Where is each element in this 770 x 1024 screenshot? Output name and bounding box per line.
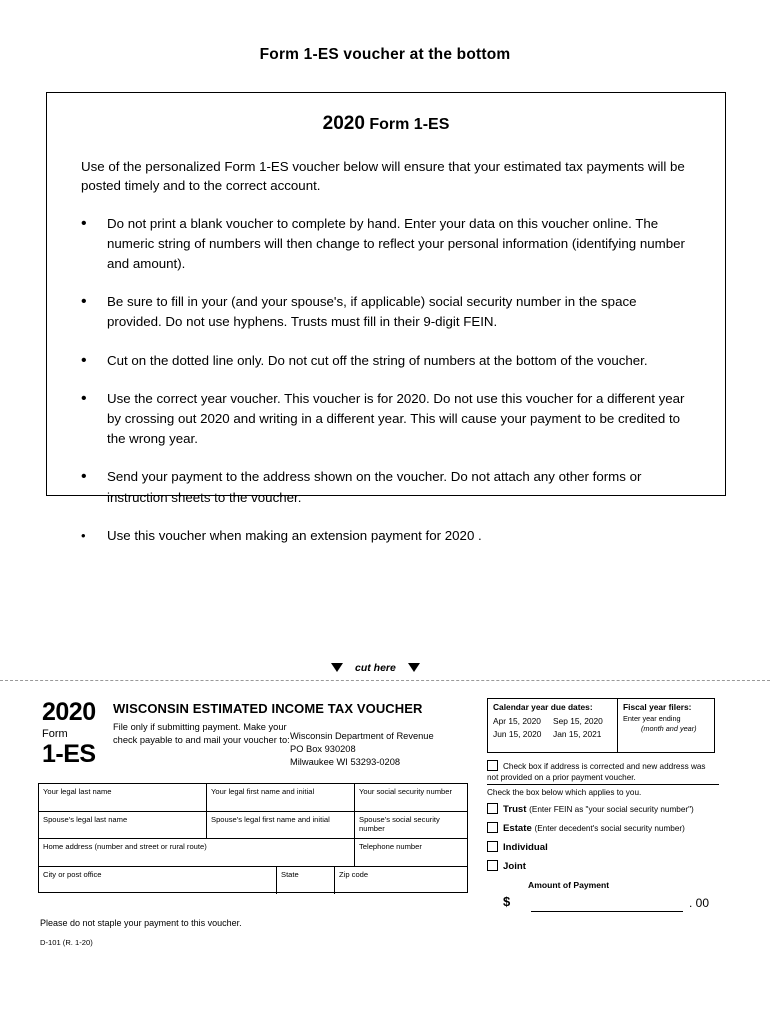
address-corrected-label: Check box if address is corrected and new address was not provided on a prior payment voucher. bbox=[487, 762, 706, 783]
voucher-title: WISCONSIN ESTIMATED INCOME TAX VOUCHER bbox=[113, 701, 423, 716]
list-item bbox=[81, 292, 691, 332]
option-estate-label: Estate bbox=[503, 823, 532, 834]
due-date-q4: Jan 15, 2021 bbox=[553, 728, 602, 739]
cut-here-row bbox=[0, 662, 770, 680]
list-item bbox=[81, 467, 691, 507]
field-zip[interactable]: Zip code bbox=[339, 869, 369, 879]
calendar-due-dates-list bbox=[493, 715, 617, 740]
divider bbox=[487, 784, 719, 785]
voucher-form-number: 1-ES bbox=[42, 740, 96, 768]
voucher-file-note: File only if submitting payment. Make your check payable to and mail your voucher to: bbox=[113, 722, 290, 745]
cut-here-label: cut here bbox=[355, 662, 396, 674]
instructions-heading-form: Form 1-ES bbox=[369, 116, 450, 133]
fiscal-year-title: Fiscal year filers: bbox=[623, 702, 692, 712]
field-last-name[interactable]: Your legal last name bbox=[39, 784, 207, 811]
fiscal-year-text[interactable]: Enter year ending bbox=[623, 714, 681, 723]
personal-info-grid bbox=[38, 783, 468, 893]
voucher-payee-address bbox=[290, 730, 434, 769]
amount-of-payment-label: Amount of Payment bbox=[528, 880, 610, 890]
no-staple-note: Please do not staple your payment to this voucher. bbox=[40, 918, 242, 928]
payee-line-3: Milwaukee WI 53293-0208 bbox=[290, 757, 401, 768]
voucher bbox=[0, 690, 770, 950]
table-row bbox=[39, 784, 467, 812]
form-code: D-101 (R. 1-20) bbox=[40, 938, 93, 947]
due-date-row bbox=[493, 728, 617, 741]
option-estate-note: (Enter decedent's social security number) bbox=[534, 824, 685, 833]
list-item-text: Be sure to fill in your (and your spouse's, if applicable) social security number in the space provided. Do not use hyphens. Trusts must fill in their 9-digit FEIN. bbox=[107, 294, 637, 330]
voucher-form-word: Form bbox=[42, 728, 68, 740]
option-joint-label: Joint bbox=[503, 861, 526, 872]
list-item-text: Cut on the dotted line only. Do not cut off the string of numbers at the bottom of the voucher. bbox=[107, 352, 648, 368]
payee-line-2: PO Box 930208 bbox=[290, 744, 356, 755]
list-item bbox=[81, 351, 691, 371]
table-row bbox=[39, 839, 467, 867]
arrow-down-icon bbox=[408, 663, 420, 672]
voucher-year: 2020 bbox=[42, 698, 96, 726]
amount-of-payment-field[interactable] bbox=[503, 894, 721, 916]
field-ssn[interactable]: Your social security number bbox=[359, 787, 452, 796]
due-date-q1: Apr 15, 2020 bbox=[493, 716, 541, 726]
bullet-marker-icon: • bbox=[81, 468, 87, 486]
instructions-heading-year: 2020 bbox=[322, 113, 365, 134]
due-date-q3: Sep 15, 2020 bbox=[553, 716, 603, 726]
checkbox-icon[interactable] bbox=[487, 860, 498, 871]
due-date-row bbox=[493, 715, 617, 728]
option-individual-label: Individual bbox=[503, 842, 548, 853]
field-telephone[interactable]: Telephone number bbox=[359, 842, 422, 851]
calendar-due-dates-title: Calendar year due dates: bbox=[493, 702, 593, 712]
bullet-marker-icon: • bbox=[81, 214, 87, 232]
checkbox-icon[interactable] bbox=[487, 760, 498, 771]
list-item-text: Send your payment to the address shown on the voucher. Do not attach any other forms or instruction sheets to the voucher. bbox=[107, 469, 642, 505]
field-home-address[interactable]: Home address (number and street or rural route) bbox=[39, 839, 355, 866]
list-item bbox=[81, 214, 691, 275]
instructions-intro: Use of the personalized Form 1-ES voucher below will ensure that your estimated tax payments will be posted timely and to the correct account. bbox=[81, 159, 685, 194]
instructions-heading bbox=[47, 113, 725, 135]
list-item bbox=[81, 389, 691, 450]
list-item bbox=[81, 526, 691, 546]
list-item-text: Do not print a blank voucher to complete by hand. Enter your data on this voucher online. The numeric string of numbers will then change to reflect your personal information (identifying number and amount). bbox=[107, 215, 685, 271]
bullet-marker-icon: • bbox=[81, 293, 87, 311]
fiscal-year-filers bbox=[618, 699, 714, 752]
amount-input-rule[interactable] bbox=[531, 911, 683, 912]
list-item-text: Use the correct year voucher. This voucher is for 2020. Do not use this voucher for a different year by crossing out 2020 and writing in a different year. This will cause your payment to be credited to the wrong year. bbox=[107, 390, 685, 447]
field-spouse-ssn[interactable]: Spouse's social security number bbox=[359, 814, 440, 833]
check-below-instruction: Check the box below which applies to you. bbox=[487, 788, 642, 797]
option-trust-note: (Enter FEIN as "your social security number") bbox=[529, 805, 694, 814]
field-first-name[interactable]: Your legal first name and initial bbox=[207, 784, 355, 811]
bullet-marker-icon: • bbox=[81, 527, 86, 543]
table-row bbox=[39, 867, 467, 895]
page-title: Form 1-ES voucher at the bottom bbox=[259, 46, 511, 63]
option-trust-label: Trust bbox=[503, 804, 527, 815]
field-spouse-last-name[interactable]: Spouse's legal last name bbox=[39, 812, 207, 839]
field-city[interactable]: City or post office bbox=[39, 867, 277, 895]
instructions-box bbox=[46, 92, 726, 543]
checkbox-icon[interactable] bbox=[487, 803, 498, 814]
option-individual[interactable] bbox=[487, 841, 548, 853]
address-corrected-checkbox-row[interactable] bbox=[487, 760, 719, 783]
list-item-text: Use this voucher when making an extension payment for 2020 . bbox=[107, 527, 482, 543]
bullet-marker-icon: • bbox=[81, 389, 87, 407]
checkbox-icon[interactable] bbox=[487, 822, 498, 833]
option-estate[interactable] bbox=[487, 822, 685, 834]
bullet-marker-icon: • bbox=[81, 351, 87, 369]
cut-dotted-line bbox=[0, 680, 770, 681]
dollar-sign-icon: $ bbox=[503, 894, 511, 909]
table-row bbox=[39, 812, 467, 840]
field-spouse-first-name[interactable]: Spouse's legal first name and initial bbox=[207, 812, 355, 839]
calendar-due-dates bbox=[488, 699, 618, 752]
fiscal-year-month-hint: (month and year) bbox=[641, 723, 697, 733]
instructions-bullet-list bbox=[81, 214, 691, 546]
due-dates-box bbox=[487, 698, 715, 753]
option-joint[interactable] bbox=[487, 860, 526, 872]
due-date-q2: Jun 15, 2020 bbox=[493, 728, 542, 739]
amount-cents: . 00 bbox=[689, 896, 710, 910]
field-state[interactable]: State bbox=[277, 867, 335, 895]
payee-line-1: Wisconsin Department of Revenue bbox=[290, 731, 434, 741]
arrow-down-icon bbox=[331, 663, 343, 672]
option-trust[interactable] bbox=[487, 803, 694, 815]
checkbox-icon[interactable] bbox=[487, 841, 498, 852]
